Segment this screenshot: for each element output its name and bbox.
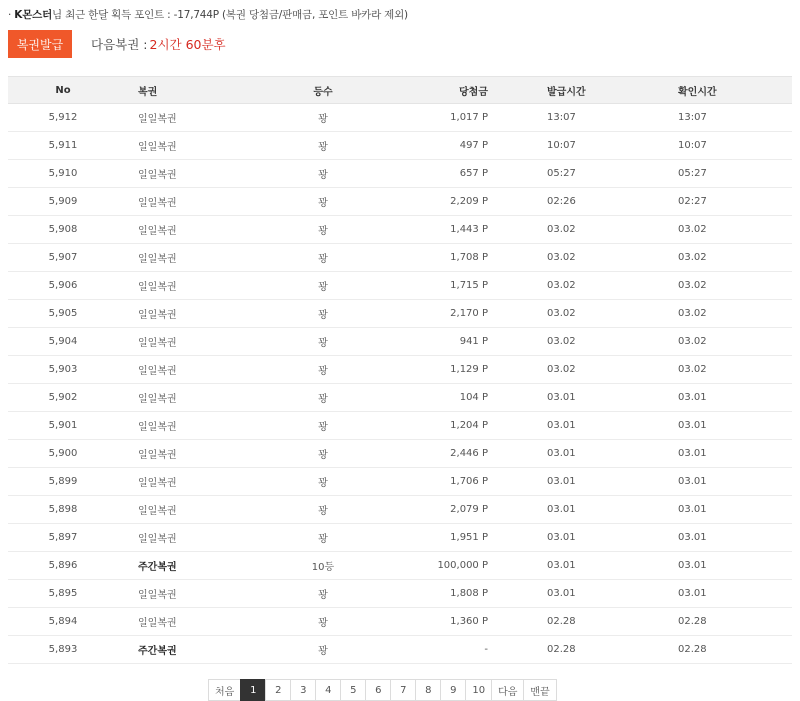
row-checked-time: 03.01 — [628, 468, 792, 496]
table-header-row — [8, 77, 792, 104]
row-lottery-name: 일일복권 — [118, 132, 268, 160]
row-issued-time: 03.02 — [498, 328, 628, 356]
page-7-button[interactable]: 7 — [390, 679, 416, 701]
page-3-button[interactable]: 3 — [290, 679, 316, 701]
header-prize: 당첨금 — [378, 77, 498, 104]
row-prize: - — [378, 636, 498, 664]
row-checked-time: 03.02 — [628, 328, 792, 356]
row-checked-time: 03.02 — [628, 244, 792, 272]
row-lottery-name: 일일복권 — [118, 412, 268, 440]
row-checked-time: 10:07 — [628, 132, 792, 160]
row-issued-time: 03.01 — [498, 384, 628, 412]
row-lottery-name: 일일복권 — [118, 244, 268, 272]
table-row — [8, 580, 792, 608]
row-lottery-name: 일일복권 — [118, 496, 268, 524]
row-prize: 2,446 P — [378, 440, 498, 468]
table-row — [8, 328, 792, 356]
row-issued-time: 02.28 — [498, 608, 628, 636]
row-rank: 꽝 — [268, 300, 378, 328]
row-prize: 100,000 P — [378, 552, 498, 580]
page-10-button[interactable]: 10 — [465, 679, 492, 701]
page-first-button[interactable]: 처음 — [208, 679, 241, 701]
row-prize: 1,951 P — [378, 524, 498, 552]
row-rank: 꽝 — [268, 356, 378, 384]
table-row — [8, 160, 792, 188]
row-rank: 꽝 — [268, 328, 378, 356]
row-prize: 1,706 P — [378, 468, 498, 496]
row-no: 5,909 — [8, 188, 118, 216]
row-issued-time: 03.01 — [498, 524, 628, 552]
row-issued-time: 03.02 — [498, 356, 628, 384]
header-no: No — [8, 77, 118, 104]
row-issued-time: 03.01 — [498, 468, 628, 496]
table-row — [8, 244, 792, 272]
row-checked-time: 03.01 — [628, 552, 792, 580]
row-rank: 꽝 — [268, 468, 378, 496]
table-row — [8, 272, 792, 300]
row-lottery-name: 일일복권 — [118, 188, 268, 216]
row-prize: 941 P — [378, 328, 498, 356]
row-rank: 꽝 — [268, 216, 378, 244]
row-no: 5,908 — [8, 216, 118, 244]
row-checked-time: 03.02 — [628, 272, 792, 300]
points-summary — [8, 7, 408, 22]
row-lottery-name: 일일복권 — [118, 300, 268, 328]
row-issued-time: 02.28 — [498, 636, 628, 664]
page-8-button[interactable]: 8 — [415, 679, 441, 701]
row-lottery-name: 주간복권 — [118, 552, 268, 580]
row-checked-time: 03.01 — [628, 524, 792, 552]
table-row — [8, 468, 792, 496]
row-checked-time: 02:27 — [628, 188, 792, 216]
table-row — [8, 552, 792, 580]
row-checked-time: 05:27 — [628, 160, 792, 188]
row-lottery-name: 일일복권 — [118, 468, 268, 496]
table-row — [8, 216, 792, 244]
page-4-button[interactable]: 4 — [315, 679, 341, 701]
row-no: 5,905 — [8, 300, 118, 328]
row-lottery-name: 주간복권 — [118, 636, 268, 664]
row-no: 5,903 — [8, 356, 118, 384]
row-checked-time: 03.02 — [628, 300, 792, 328]
row-issued-time: 10:07 — [498, 132, 628, 160]
row-checked-time: 03.01 — [628, 580, 792, 608]
next-lottery-countdown: 2시간 60분후 — [149, 37, 226, 52]
row-prize: 104 P — [378, 384, 498, 412]
row-no: 5,906 — [8, 272, 118, 300]
summary-prefix: · — [8, 9, 15, 21]
row-no: 5,893 — [8, 636, 118, 664]
row-lottery-name: 일일복권 — [118, 356, 268, 384]
table-body — [8, 104, 792, 664]
row-checked-time: 03.01 — [628, 496, 792, 524]
row-prize: 2,170 P — [378, 300, 498, 328]
row-lottery-name: 일일복권 — [118, 384, 268, 412]
header-checked-time: 확인시간 — [628, 77, 792, 104]
table-row — [8, 412, 792, 440]
row-issued-time: 03.02 — [498, 244, 628, 272]
header-rank: 등수 — [268, 77, 378, 104]
issue-lottery-button[interactable]: 복권발급 — [8, 30, 72, 58]
page-last-button[interactable]: 맨끝 — [523, 679, 556, 701]
page-next-button[interactable]: 다음 — [491, 679, 524, 701]
row-no: 5,899 — [8, 468, 118, 496]
row-no: 5,896 — [8, 552, 118, 580]
table-row — [8, 496, 792, 524]
row-lottery-name: 일일복권 — [118, 440, 268, 468]
table-row — [8, 636, 792, 664]
row-prize: 1,443 P — [378, 216, 498, 244]
table-row — [8, 188, 792, 216]
row-rank: 꽝 — [268, 272, 378, 300]
row-issued-time: 03.01 — [498, 440, 628, 468]
row-prize: 2,079 P — [378, 496, 498, 524]
row-rank: 꽝 — [268, 188, 378, 216]
row-issued-time: 03.01 — [498, 412, 628, 440]
row-prize: 657 P — [378, 160, 498, 188]
row-no: 5,904 — [8, 328, 118, 356]
row-no: 5,900 — [8, 440, 118, 468]
row-issued-time: 03.01 — [498, 552, 628, 580]
row-prize: 1,204 P — [378, 412, 498, 440]
row-rank: 꽝 — [268, 608, 378, 636]
row-no: 5,912 — [8, 104, 118, 132]
row-checked-time: 03.01 — [628, 440, 792, 468]
row-rank: 꽝 — [268, 636, 378, 664]
row-prize: 497 P — [378, 132, 498, 160]
lottery-history-table — [8, 76, 792, 664]
row-rank: 꽝 — [268, 524, 378, 552]
username: K몬스터 — [14, 9, 53, 21]
row-rank: 꽝 — [268, 384, 378, 412]
row-no: 5,897 — [8, 524, 118, 552]
page-6-button[interactable]: 6 — [365, 679, 391, 701]
row-prize: 2,209 P — [378, 188, 498, 216]
row-lottery-name: 일일복권 — [118, 328, 268, 356]
row-prize: 1,017 P — [378, 104, 498, 132]
row-issued-time: 03.02 — [498, 272, 628, 300]
row-no: 5,907 — [8, 244, 118, 272]
row-lottery-name: 일일복권 — [118, 216, 268, 244]
row-prize: 1,129 P — [378, 356, 498, 384]
row-rank: 꽝 — [268, 440, 378, 468]
header-lottery: 복권 — [118, 77, 268, 104]
table-row — [8, 104, 792, 132]
row-rank: 꽝 — [268, 244, 378, 272]
row-prize: 1,715 P — [378, 272, 498, 300]
row-issued-time: 05:27 — [498, 160, 628, 188]
row-rank: 꽝 — [268, 580, 378, 608]
row-no: 5,911 — [8, 132, 118, 160]
row-checked-time: 03.02 — [628, 216, 792, 244]
row-prize: 1,808 P — [378, 580, 498, 608]
row-issued-time: 03.02 — [498, 216, 628, 244]
row-lottery-name: 일일복권 — [118, 272, 268, 300]
table-row — [8, 524, 792, 552]
summary-text: 님 최근 한달 획득 포인트 : -17,744P (복권 당첨금/판매금, 포인트 바카라 제외) — [52, 9, 408, 21]
page-1-button[interactable]: 1 — [240, 679, 266, 701]
row-prize: 1,360 P — [378, 608, 498, 636]
row-lottery-name: 일일복권 — [118, 580, 268, 608]
row-lottery-name: 일일복권 — [118, 160, 268, 188]
row-rank: 꽝 — [268, 132, 378, 160]
row-issued-time: 03.01 — [498, 580, 628, 608]
row-lottery-name: 일일복권 — [118, 608, 268, 636]
page-9-button[interactable]: 9 — [440, 679, 466, 701]
row-rank: 꽝 — [268, 160, 378, 188]
row-checked-time: 03.02 — [628, 356, 792, 384]
table-row — [8, 132, 792, 160]
row-checked-time: 03.01 — [628, 412, 792, 440]
row-checked-time: 02.28 — [628, 636, 792, 664]
row-no: 5,910 — [8, 160, 118, 188]
page-2-button[interactable]: 2 — [265, 679, 291, 701]
row-no: 5,894 — [8, 608, 118, 636]
table-row — [8, 384, 792, 412]
table-row — [8, 440, 792, 468]
header-issued-time: 발급시간 — [498, 77, 628, 104]
row-rank: 10등 — [268, 552, 378, 580]
row-rank: 꽝 — [268, 496, 378, 524]
page-5-button[interactable]: 5 — [340, 679, 366, 701]
table-row — [8, 300, 792, 328]
row-no: 5,902 — [8, 384, 118, 412]
row-issued-time: 02:26 — [498, 188, 628, 216]
row-prize: 1,708 P — [378, 244, 498, 272]
row-issued-time: 13:07 — [498, 104, 628, 132]
row-rank: 꽝 — [268, 412, 378, 440]
row-checked-time: 02.28 — [628, 608, 792, 636]
row-checked-time: 13:07 — [628, 104, 792, 132]
row-lottery-name: 일일복권 — [118, 104, 268, 132]
row-rank: 꽝 — [268, 104, 378, 132]
row-checked-time: 03.01 — [628, 384, 792, 412]
row-lottery-name: 일일복권 — [118, 524, 268, 552]
pagination — [209, 679, 557, 701]
row-issued-time: 03.01 — [498, 496, 628, 524]
row-issued-time: 03.02 — [498, 300, 628, 328]
table-row — [8, 356, 792, 384]
issue-bar — [8, 30, 226, 58]
table-row — [8, 608, 792, 636]
row-no: 5,901 — [8, 412, 118, 440]
next-lottery-label: 다음복권 : — [91, 37, 148, 52]
row-no: 5,895 — [8, 580, 118, 608]
row-no: 5,898 — [8, 496, 118, 524]
